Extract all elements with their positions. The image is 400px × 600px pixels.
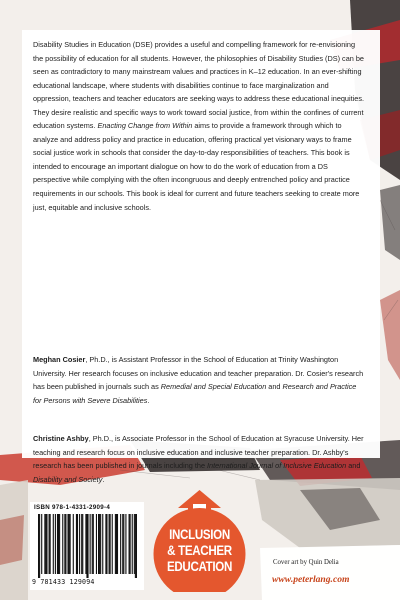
barcode-bar bbox=[132, 514, 133, 574]
barcode-bar bbox=[41, 514, 42, 574]
bio-text: . bbox=[102, 474, 105, 484]
description-part-1: Disability Studies in Education (DSE) provides a useful and compelling framework for re-envisioning the possibility of education for all students. However, the philosophies of Disability Studies (DS) can be seen as contradictory to many mainstream values and practices in K–12 education. In an ever-shifting educational landscape, where students with disabilities continue to face marginalization and oppression, teachers and teacher educators are seeking ways to address these educational inequities. They desire realistic and specific ways to work toward social justice, from within the confines of current education systems. bbox=[33, 40, 364, 131]
journal-title: Research and Practice for Persons with Severe Disabilities bbox=[33, 382, 357, 405]
barcode-bar bbox=[44, 514, 45, 574]
barcode-bar bbox=[105, 514, 106, 574]
barcode-bar bbox=[81, 514, 82, 574]
barcode-bar bbox=[49, 514, 50, 574]
barcode-bar bbox=[120, 514, 121, 574]
barcode-bar bbox=[100, 514, 101, 574]
author-bio-ashby bbox=[33, 432, 365, 486]
barcode-bar bbox=[134, 514, 135, 574]
bio-text: , Ph.D., is Associate Professor in the School of Education at Syracuse University. Her teaching and research focus on inclusive education and inclusive teacher preparation. Dr. Ashby's research has been published in journals including the bbox=[33, 434, 364, 471]
isbn-label: ISBN 978-1-4331-2909-4 bbox=[34, 504, 111, 511]
barcode-bar bbox=[38, 514, 39, 578]
barcode-bar bbox=[99, 514, 100, 574]
barcode-bar bbox=[123, 514, 124, 574]
bio-text: . bbox=[147, 395, 150, 405]
barcode-bar bbox=[55, 514, 56, 574]
journal-title: Disability and Society bbox=[33, 474, 103, 484]
isbn-barcode bbox=[30, 502, 144, 590]
author-name: Meghan Cosier bbox=[33, 355, 86, 364]
barcode-bar bbox=[136, 514, 137, 578]
barcode-bar bbox=[96, 514, 97, 574]
barcode-bar bbox=[50, 514, 51, 574]
barcode-bar bbox=[129, 514, 130, 574]
series-logo-line-2: & TEACHER bbox=[167, 543, 232, 558]
barcode-bar bbox=[76, 514, 77, 574]
barcode-bar bbox=[93, 514, 94, 574]
bio-text: and bbox=[266, 382, 283, 392]
barcode-bar bbox=[67, 514, 68, 574]
journal-title: International Journal of Inclusive Education bbox=[207, 461, 347, 471]
barcode-bar bbox=[62, 514, 63, 574]
barcode-bar bbox=[92, 514, 93, 574]
description-part-2: aims to provide a framework through which to analyze and address policy and practice in education, offering practical yet visionary ways to frame social justice work in schools that consider the day-to-day responsibilities of teachers. This book is intended to encourage an important dialogue on how to do the work of education from a DS perspective while complying with the often incongruous and deeply entrenched policy and practice requirements in our schools. This book is ideal for current and future teachers seeking to create more just, equitable and inclusive schools. bbox=[33, 121, 360, 212]
barcode-bar bbox=[57, 514, 58, 574]
barcode-bar bbox=[53, 514, 54, 574]
barcode-bar bbox=[115, 514, 116, 574]
barcode-bar bbox=[77, 514, 78, 574]
book-title: Enacting Change from Within bbox=[97, 121, 193, 131]
barcode-digits: 9 781433 129094 bbox=[32, 578, 95, 586]
barcode-bar bbox=[69, 514, 70, 574]
barcode-icon bbox=[38, 514, 138, 578]
barcode-bar bbox=[110, 514, 111, 574]
barcode-bar bbox=[130, 514, 131, 574]
barcode-bar bbox=[58, 514, 59, 574]
bio-text: and bbox=[346, 461, 361, 471]
cover-art-credit: Cover art by Quin Delia bbox=[273, 559, 339, 566]
barcode-bar bbox=[125, 514, 126, 574]
barcode-bar bbox=[85, 514, 86, 574]
barcode-bar bbox=[59, 514, 60, 574]
barcode-bar bbox=[117, 514, 118, 574]
publisher-link[interactable]: www.peterlang.com bbox=[272, 574, 350, 585]
series-logo-line-1: INCLUSION bbox=[169, 527, 230, 542]
barcode-bar bbox=[102, 514, 103, 574]
barcode-bar bbox=[122, 514, 123, 574]
series-logo-line-3: EDUCATION bbox=[166, 559, 233, 574]
barcode-bar bbox=[86, 514, 87, 578]
barcode-bar bbox=[39, 514, 40, 578]
barcode-bar bbox=[90, 514, 91, 574]
author-name: Christine Ashby bbox=[33, 434, 89, 443]
barcode-bar bbox=[70, 514, 71, 574]
barcode-bar bbox=[64, 514, 65, 574]
series-logo bbox=[151, 488, 248, 592]
author-bio-cosier bbox=[33, 353, 365, 407]
journal-title: Remedial and Special Education bbox=[160, 382, 267, 392]
barcode-bar bbox=[106, 514, 107, 574]
barcode-bar bbox=[98, 514, 99, 574]
barcode-bar bbox=[116, 514, 117, 574]
barcode-bar bbox=[109, 514, 110, 574]
barcode-bar bbox=[112, 514, 113, 574]
bio-text: , Ph.D., is Assistant Professor in the School of Education at Trinity Washington University. Her research focuses on inclusive education and teacher preparation. Dr. Cosier's research has been published in journals such as bbox=[33, 355, 364, 392]
barcode-bar bbox=[46, 514, 47, 574]
barcode-bar bbox=[135, 514, 136, 578]
barcode-bar bbox=[82, 514, 83, 574]
barcode-bar bbox=[73, 514, 74, 574]
barcode-bar bbox=[45, 514, 46, 574]
barcode-bar bbox=[65, 514, 66, 574]
barcode-bar bbox=[79, 514, 80, 574]
barcode-bar bbox=[87, 514, 88, 578]
book-description bbox=[33, 38, 365, 214]
